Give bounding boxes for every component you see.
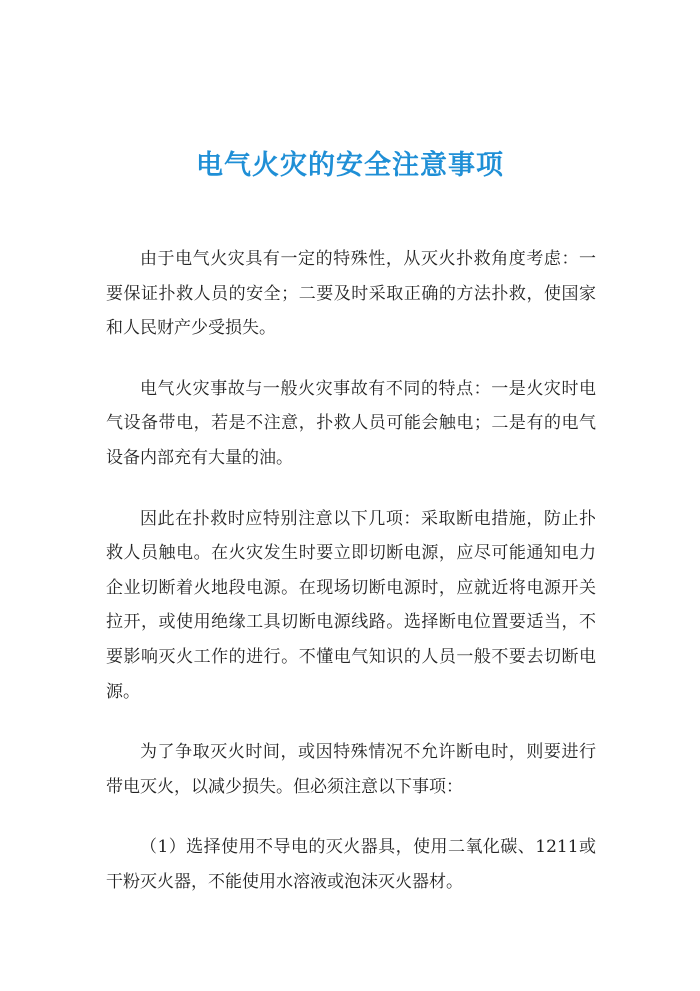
paragraph: 因此在扑救时应特别注意以下几项：采取断电措施，防止扑救人员触电。在火灾发生时要立即切断电源，应尽可能通知电力企业切断着火地段电源。在现场切断电源时，应就近将电源开关拉开，或使用绝缘工具切断电源线路。选择断电位置要适当，不要影响灭火工作的进行。不懂电气知识的人员一般不要去切断电源。 [106,508,596,702]
document-title: 电气火灾的安全注意事项 [196,150,504,181]
document-body [106,242,596,926]
paragraph: 由于电气火灾具有一定的特殊性，从灭火扑救角度考虑：一要保证扑救人员的安全；二要及时采取正确的方法扑救，使国家和人民财产少受损失。 [106,249,596,339]
paragraph: 电气火灾事故与一般火灾事故有不同的特点：一是火灾时电气设备带电，若是不注意，扑救人员可能会触电；二是有的电气设备内部充有大量的油。 [106,378,596,468]
paragraph: （1）选择使用不导电的灭火器具，使用二氧化碳、1211或干粉灭火器，不能使用水溶液或泡沫灭火器材。 [106,837,596,892]
paragraph: 为了争取灭火时间，或因特殊情况不允许断电时，则要进行带电灭火，以减少损失。但必须注意以下事项： [106,742,596,797]
